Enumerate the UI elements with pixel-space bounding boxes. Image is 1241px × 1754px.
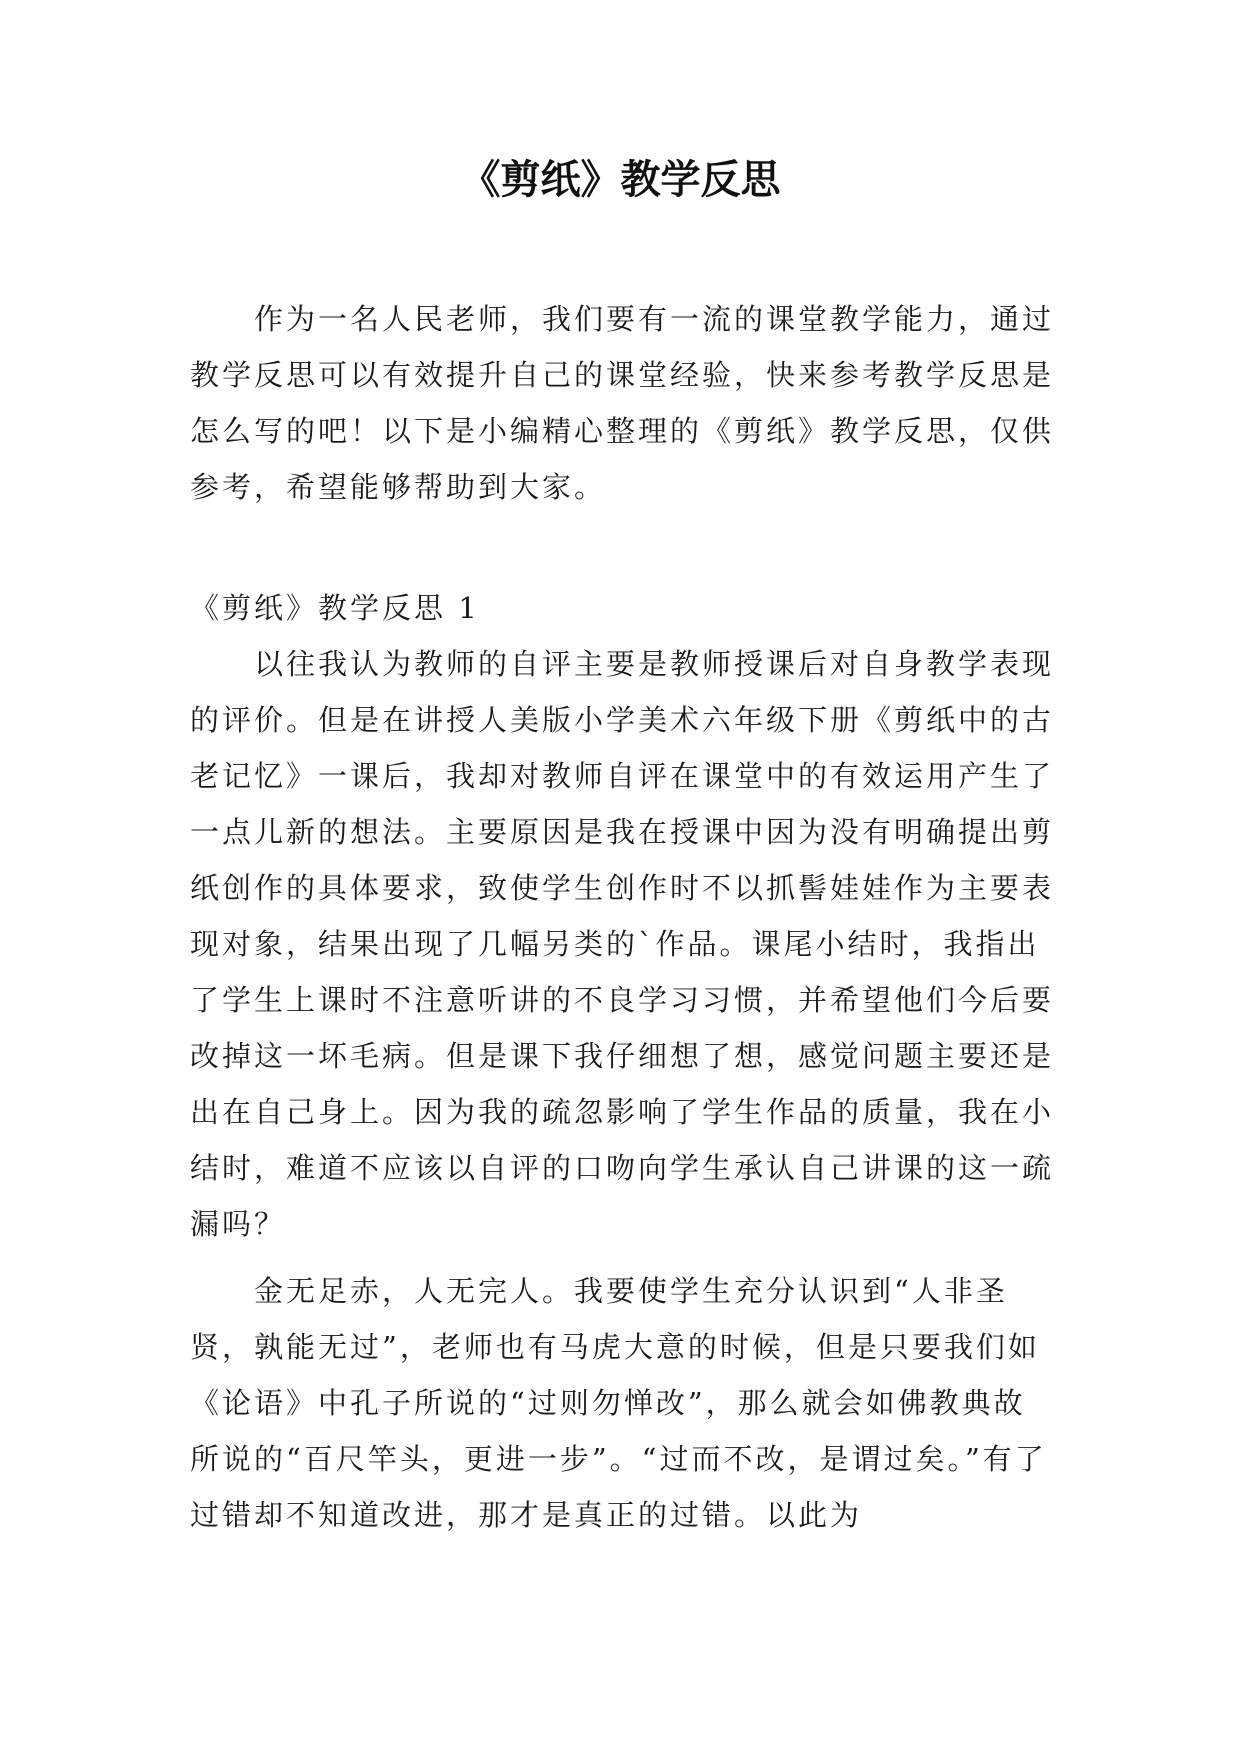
document-title: 《剪纸》教学反思 <box>460 157 781 203</box>
body-paragraph-1: 以往我认为教师的自评主要是教师授课后对自身教学表现的评价。但是在讲授人美版小学美术六年级下册《剪纸中的古老记忆》一课后，我却对教师自评在课堂中的有效运用产生了一点儿新的想法。主要原因是我在授课中因为没有明确提出剪纸创作的具体要求，致使学生创作时不以抓髻娃娃作为主要表现对象，结果出现了几幅另类的`作品。课尾小结时，我指出了学生上课时不注意听讲的不良学习习惯，并希望他们今后要改掉这一坏毛病。但是课下我仔细想了想，感觉问题主要还是出在自己身上。因为我的疏忽影响了学生作品的质量，我在小结时，难道不应该以自评的口吻向学生承认自己讲课的这一疏漏吗？ <box>190 647 1055 1241</box>
body-paragraph-2: 金无足赤，人无完人。我要使学生充分认识到“人非圣贤，孰能无过”，老师也有马虎大意的时候，但是只要我们如《论语》中孔子所说的“过则勿惮改”，那么就会如佛教典故所说的“百尺竿头，更进一步”。“过而不改，是谓过矣。”有了过错却不知道改进，那才是真正的过错。以此为 <box>190 1274 1047 1532</box>
section-heading: 《剪纸》教学反思 1 <box>190 591 480 625</box>
section-body <box>190 636 1055 1543</box>
intro-paragraph: 作为一名人民老师，我们要有一流的课堂教学能力，通过教学反思可以有效提升自己的课堂经验，快来参考教学反思是怎么写的吧！以下是小编精心整理的《剪纸》教学反思，仅供参考，希望能够帮助到大家。 <box>190 302 1055 504</box>
